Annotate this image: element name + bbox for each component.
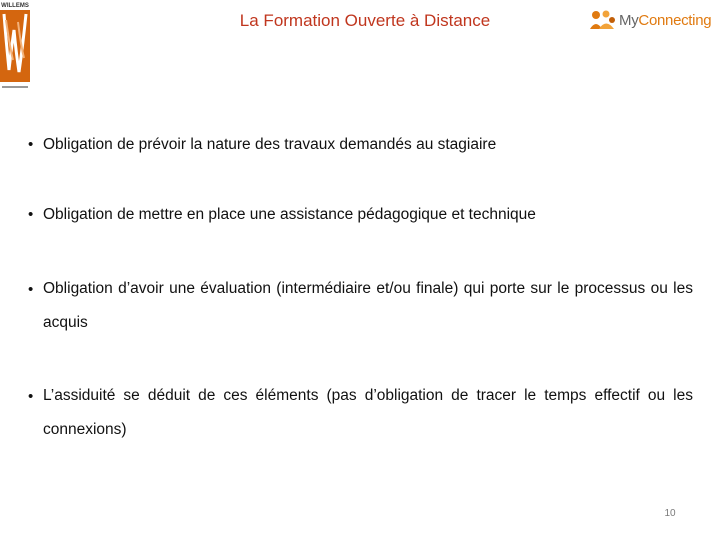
willems-logo xyxy=(0,0,30,92)
svg-text:WILLEMS: WILLEMS xyxy=(1,3,29,9)
bullet-marker: • xyxy=(28,136,34,153)
bullet-text: Obligation d’avoir une évaluation (intermédiaire et/ou finale) qui porte sur le processus ou les acquis xyxy=(43,280,693,331)
bullet-marker: • xyxy=(28,388,34,405)
bullet-text: Obligation de prévoir la nature des travaux demandés au stagiaire xyxy=(43,136,497,153)
bullet-marker: • xyxy=(28,206,34,223)
bullet-marker: • xyxy=(28,281,34,298)
connecting-people-icon xyxy=(590,9,616,31)
brand-connecting-text: Connecting xyxy=(638,11,712,29)
bullet-text: L’assiduité se déduit de ces éléments (pas d’obligation de tracer le temps effectif ou les connexions) xyxy=(43,387,693,438)
page-number: 10 xyxy=(664,508,676,519)
myconnecting-logo xyxy=(590,8,711,32)
brand-my-text: My xyxy=(619,11,639,29)
bullet-text: Obligation de mettre en place une assistance pédagogique et technique xyxy=(43,206,536,223)
slide-title: La Formation Ouverte à Distance xyxy=(239,11,491,30)
